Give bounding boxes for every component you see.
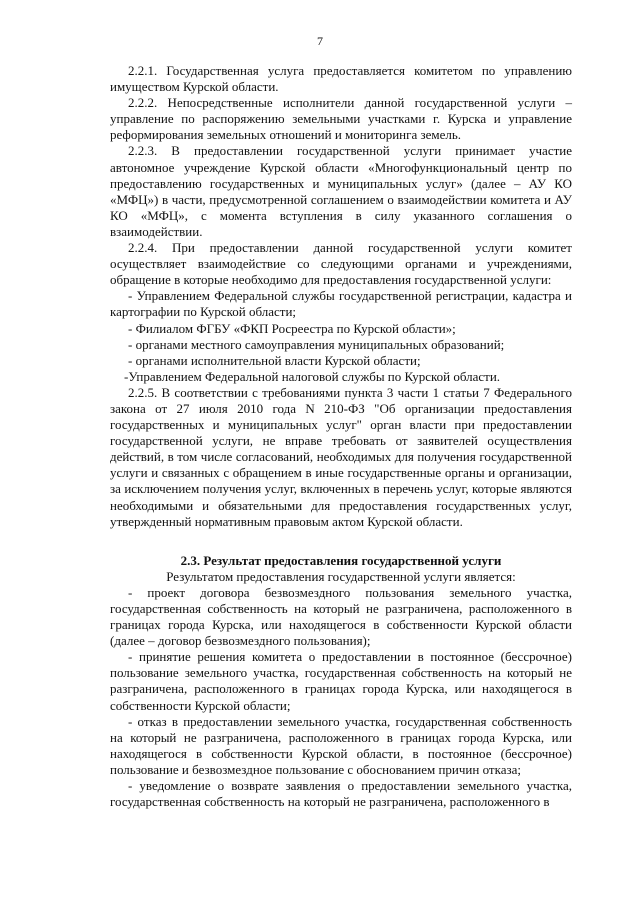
result-item-permanent-use-decision: - принятие решения комитета о предоставлении в постоянное (бессрочное) пользование земельного участка, государственная собственность на который не разграничена, расположенного в границах города Курска, или находящегося в собственности Курской области; bbox=[110, 649, 572, 713]
paragraph-2-2-3: 2.2.3. В предоставлении государственной услуги принимает участие автономное учреждение Курской области «Многофункциональный центр по предоставлению государственных и муниципальных услуг» (далее – АУ КО «МФЦ») в части, предусмотренной соглашением о взаимодействии комитета и АУ КО «МФЦ», с момента вступления в силу указанного соглашения о взаимодействии. bbox=[110, 143, 572, 239]
result-item-free-use-contract: - проект договора безвозмездного пользования земельного участка, государственная собственность на который не разграничена, расположенного в границах города Курска, или находящегося в собственности Курской области (далее – договор безвозмездного пользования); bbox=[110, 584, 572, 649]
paragraph-2-2-5: 2.2.5. В соответствии с требованиями пункта 3 части 1 статьи 7 Федерального закона от 27 июля 2010 года N 210-ФЗ "Об организации предоставления государственных и муниципальных услуг" орган власти при предоставлении государственной услуги, не вправе требовать от заявителей осуществления действий, в том числе согласований, необходимых для получения государственной услуги и связанных с обращением в иные государственные органы и организации, за исключением получения услуг, включенных в перечень услуг, которые являются необходимыми и обязательными для предоставления государственных услуг, утвержденный нормативным правовым актом Курской области. bbox=[110, 384, 572, 529]
section-spacer bbox=[110, 530, 572, 553]
section-heading-2-3: 2.3. Результат предоставления государственной услуги bbox=[180, 552, 502, 568]
result-item-refusal: - отказ в предоставлении земельного участка, государственная собственность на который не разграничена, расположенного в границах города Курска, или находящегося в собственности Курской области, в постоянное (бессрочное) пользование и безвозмездное пользование с обоснованием причин отказа; bbox=[110, 713, 572, 777]
list-item-local-government: - органами местного самоуправления муниципальных образований; bbox=[128, 336, 505, 352]
result-item-return-notice: - уведомление о возврате заявления о предоставлении земельного участка, государственная собственность на который не разграничена, расположенного в bbox=[110, 778, 572, 810]
list-item-rosreestr-office: - Управлением Федеральной службы государственной регистрации, кадастра и картографии по Курской области; bbox=[110, 288, 572, 320]
page-number: 7 bbox=[317, 34, 323, 48]
paragraph-2-2-1: 2.2.1. Государственная услуга предоставляется комитетом по управлению имуществом Курской области. bbox=[110, 63, 572, 95]
list-item-tax-service: -Управлением Федеральной налоговой службы по Курской области. bbox=[124, 368, 501, 384]
paragraph-2-2-4: 2.2.4. При предоставлении данной государственной услуги комитет осуществляет взаимодействие со следующими органами и учреждениями, обращение в которые необходимо для предоставления государственной услуги: bbox=[110, 240, 572, 288]
document-body bbox=[110, 63, 572, 810]
paragraph-2-2-2: 2.2.2. Непосредственные исполнители данной государственной услуги – управление по распоряжению земельными участками г. Курска и управление реформирования земельных отношений и мониторинга земель. bbox=[110, 95, 572, 143]
list-item-executive-authorities: - органами исполнительной власти Курской области; bbox=[128, 352, 421, 368]
section-intro-2-3: Результатом предоставления государственной услуги является: bbox=[166, 568, 516, 584]
list-item-fkp-branch: - Филиалом ФГБУ «ФКП Росреестра по Курской области»; bbox=[128, 320, 456, 336]
